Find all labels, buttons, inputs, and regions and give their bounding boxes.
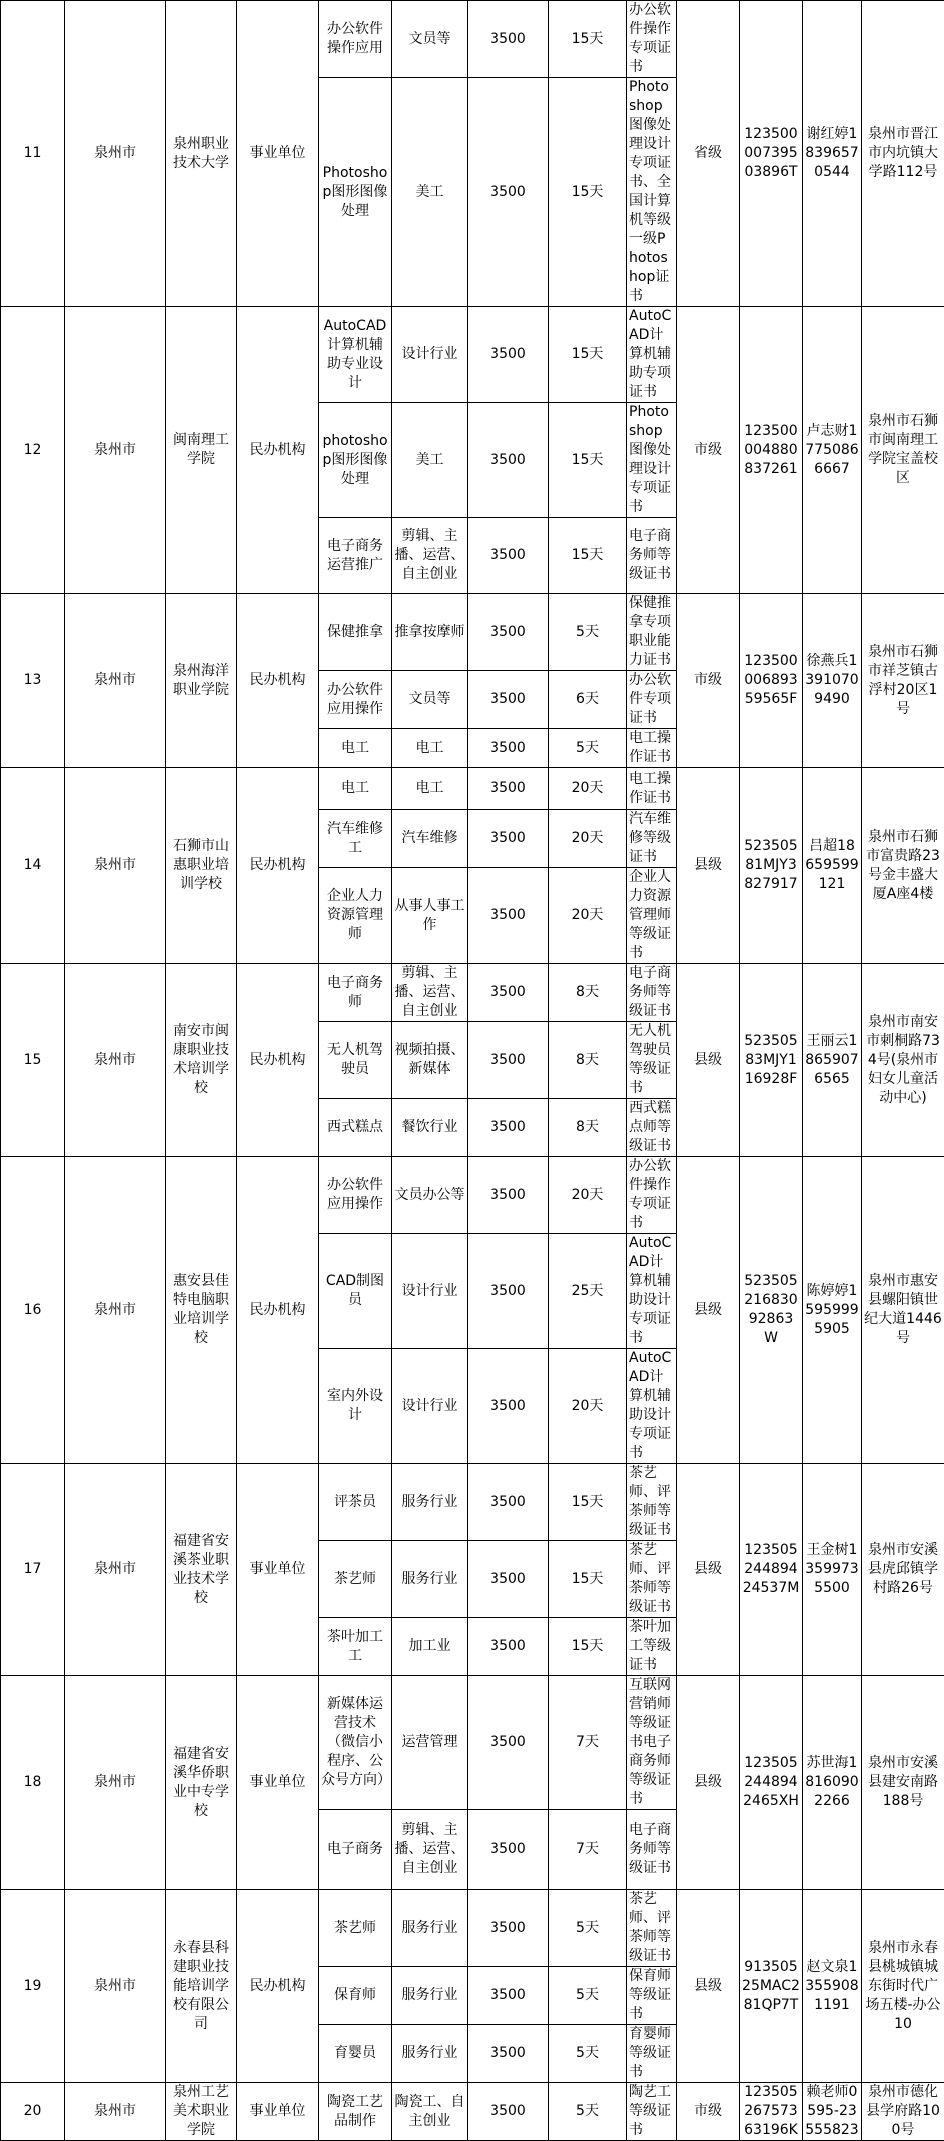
course-days-cell: 8天 — [549, 1022, 627, 1099]
course-days-cell: 20天 — [549, 868, 627, 964]
course-days-cell: 7天 — [549, 1810, 627, 1890]
course-cert-cell: 电子商务师等级证书 — [627, 1810, 677, 1890]
institution-address-cell: 泉州市安溪县虎邱镇学村路26号 — [862, 1464, 944, 1676]
institution-name-cell: 福建省安溪茶业职业技术学校 — [166, 1464, 237, 1676]
course-name-cell: 茶叶加工工 — [319, 1618, 392, 1676]
institution-no-cell: 15 — [1, 964, 65, 1157]
course-price-cell: 3500 — [468, 1022, 549, 1099]
table-row — [1, 307, 944, 403]
course-cert-cell: AutoCAD计算机辅助设计专项证书 — [627, 1349, 677, 1464]
course-days-cell: 5天 — [549, 1890, 627, 1967]
course-industry-cell: 陶瓷工、自主创业 — [392, 2083, 468, 2141]
course-cert-cell: AutoCAD计算机辅助设计专项证书 — [627, 1234, 677, 1349]
course-name-cell: 电子商务 — [319, 1810, 392, 1890]
course-price-cell: 3500 — [468, 768, 549, 810]
course-industry-cell: 电工 — [392, 729, 468, 768]
course-name-cell: 企业人力资源管理师 — [319, 868, 392, 964]
course-cert-cell: AutoCAD计算机辅助专项证书 — [627, 307, 677, 403]
course-name-cell: Photoshop图形图像处理 — [319, 78, 392, 307]
course-cert-cell: 茶叶加工等级证书 — [627, 1618, 677, 1676]
institution-type-cell: 民办机构 — [237, 768, 319, 964]
course-industry-cell: 文员等 — [392, 671, 468, 729]
course-industry-cell: 服务行业 — [392, 1967, 468, 2025]
course-price-cell: 3500 — [468, 594, 549, 671]
institution-code-cell: 12350000689359565F — [740, 594, 803, 768]
table-row — [1, 768, 944, 810]
course-industry-cell: 餐饮行业 — [392, 1099, 468, 1157]
course-price-cell: 3500 — [468, 1464, 549, 1541]
institution-city-cell: 泉州市 — [65, 768, 166, 964]
course-industry-cell: 美工 — [392, 78, 468, 307]
course-cert-cell: 保育师等级证书 — [627, 1967, 677, 2025]
course-cert-cell: 电子商务师等级证书 — [627, 964, 677, 1022]
course-days-cell: 5天 — [549, 594, 627, 671]
institution-code-cell: 12350524489424537M — [740, 1464, 803, 1676]
course-days-cell: 20天 — [549, 1349, 627, 1464]
course-name-cell: 办公软件应用操作 — [319, 671, 392, 729]
course-cert-cell: 电工操作证书 — [627, 768, 677, 810]
institution-address-cell: 泉州市石狮市祥芝镇古浮村20区1号 — [862, 594, 944, 768]
course-industry-cell: 视频拍摄、新媒体 — [392, 1022, 468, 1099]
institution-code-cell: 52350581MJY3827917 — [740, 768, 803, 964]
course-price-cell: 3500 — [468, 518, 549, 594]
course-industry-cell: 设计行业 — [392, 1234, 468, 1349]
institution-contact-cell: 陈婷婷15959995905 — [803, 1157, 862, 1464]
course-price-cell: 3500 — [468, 729, 549, 768]
course-industry-cell: 设计行业 — [392, 1349, 468, 1464]
course-industry-cell: 服务行业 — [392, 1541, 468, 1618]
course-days-cell: 15天 — [549, 1464, 627, 1541]
course-name-cell: 茶艺师 — [319, 1890, 392, 1967]
institution-no-cell: 14 — [1, 768, 65, 964]
course-cert-cell: 电工操作证书 — [627, 729, 677, 768]
course-industry-cell: 汽车维修 — [392, 810, 468, 868]
course-name-cell: 电工 — [319, 768, 392, 810]
course-price-cell: 3500 — [468, 671, 549, 729]
institution-type-cell: 民办机构 — [237, 1157, 319, 1464]
course-price-cell: 3500 — [468, 1, 549, 78]
institution-city-cell: 泉州市 — [65, 307, 166, 594]
course-cert-cell: 陶艺工等级证书 — [627, 2083, 677, 2141]
institution-contact-cell: 王金树13599735500 — [803, 1464, 862, 1676]
institution-address-cell: 泉州市石狮市富贵路23号金丰盛大厦A座4楼 — [862, 768, 944, 964]
course-name-cell: 办公软件应用操作 — [319, 1157, 392, 1234]
table-row — [1, 964, 944, 1022]
institution-address-cell: 泉州市永春县桃城镇城东街时代广场五楼-办公10 — [862, 1890, 944, 2083]
course-industry-cell: 从事人事工作 — [392, 868, 468, 964]
institution-type-cell: 民办机构 — [237, 964, 319, 1157]
course-industry-cell: 设计行业 — [392, 307, 468, 403]
course-name-cell: 新媒体运营技术（微信小程序、公众号方向） — [319, 1676, 392, 1810]
course-price-cell: 3500 — [468, 810, 549, 868]
table-row — [1, 1890, 944, 1967]
institution-city-cell: 泉州市 — [65, 1157, 166, 1464]
institution-code-cell: 52350583MJY116928F — [740, 964, 803, 1157]
course-price-cell: 3500 — [468, 1810, 549, 1890]
institution-contact-cell: 卢志财17750866667 — [803, 307, 862, 594]
table-body — [1, 1, 944, 2141]
institution-level-cell: 县级 — [677, 1676, 740, 1890]
course-name-cell: 电工 — [319, 729, 392, 768]
course-name-cell: 保健推拿 — [319, 594, 392, 671]
course-days-cell: 20天 — [549, 768, 627, 810]
course-industry-cell: 服务行业 — [392, 2025, 468, 2083]
course-name-cell: 办公软件操作应用 — [319, 1, 392, 78]
course-price-cell: 3500 — [468, 1157, 549, 1234]
course-price-cell: 3500 — [468, 2025, 549, 2083]
institution-name-cell: 泉州职业技术大学 — [166, 1, 237, 307]
course-industry-cell: 运营管理 — [392, 1676, 468, 1810]
institution-contact-cell: 吕超18659599121 — [803, 768, 862, 964]
institution-code-cell: 12350526757363196K — [740, 2083, 803, 2141]
course-industry-cell: 文员等 — [392, 1, 468, 78]
course-price-cell: 3500 — [468, 1099, 549, 1157]
course-industry-cell: 剪辑、主播、运营、自主创业 — [392, 1810, 468, 1890]
institution-address-cell: 泉州市南安市刺桐路734号(泉州市妇女儿童活动中心) — [862, 964, 944, 1157]
course-price-cell: 3500 — [468, 78, 549, 307]
institution-code-cell: 12350000739503896T — [740, 1, 803, 307]
institution-level-cell: 县级 — [677, 1464, 740, 1676]
institution-contact-cell: 苏世海18160902266 — [803, 1676, 862, 1890]
institution-level-cell: 县级 — [677, 1890, 740, 2083]
institution-type-cell: 民办机构 — [237, 1890, 319, 2083]
institution-contact-cell: 赵文泉13559081191 — [803, 1890, 862, 2083]
institution-type-cell: 民办机构 — [237, 594, 319, 768]
institution-city-cell: 泉州市 — [65, 1676, 166, 1890]
institution-level-cell: 市级 — [677, 2083, 740, 2141]
course-days-cell: 5天 — [549, 1967, 627, 2025]
course-days-cell: 20天 — [549, 810, 627, 868]
course-days-cell: 5天 — [549, 2083, 627, 2141]
course-industry-cell: 剪辑、主播、运营、自主创业 — [392, 518, 468, 594]
institution-name-cell: 福建省安溪华侨职业中专学校 — [166, 1676, 237, 1890]
course-industry-cell: 推拿按摩师 — [392, 594, 468, 671]
institution-type-cell: 事业单位 — [237, 1676, 319, 1890]
course-days-cell: 15天 — [549, 1618, 627, 1676]
institution-address-cell: 泉州市德化县学府路100号 — [862, 2083, 944, 2141]
course-price-cell: 3500 — [468, 1541, 549, 1618]
course-name-cell: 育婴员 — [319, 2025, 392, 2083]
course-days-cell: 8天 — [549, 1099, 627, 1157]
course-price-cell: 3500 — [468, 868, 549, 964]
institution-contact-cell: 赖老师0595-23555823 — [803, 2083, 862, 2141]
table-row — [1, 1464, 944, 1541]
course-cert-cell: 育婴师等级证书 — [627, 2025, 677, 2083]
institution-level-cell: 市级 — [677, 594, 740, 768]
institution-name-cell: 泉州海洋职业学院 — [166, 594, 237, 768]
course-price-cell: 3500 — [468, 964, 549, 1022]
course-cert-cell: 办公软件操作专项证书 — [627, 1, 677, 78]
institution-address-cell: 泉州市惠安县螺阳镇世纪大道1446号 — [862, 1157, 944, 1464]
course-price-cell: 3500 — [468, 307, 549, 403]
course-price-cell: 3500 — [468, 1967, 549, 2025]
course-days-cell: 20天 — [549, 1157, 627, 1234]
course-industry-cell: 美工 — [392, 403, 468, 518]
course-cert-cell: 茶艺师、评茶师等级证书 — [627, 1464, 677, 1541]
institution-level-cell: 县级 — [677, 768, 740, 964]
institution-contact-cell: 徐燕兵13910709490 — [803, 594, 862, 768]
institution-address-cell: 泉州市石狮市闽南理工学院宝盖校区 — [862, 307, 944, 594]
course-cert-cell: 保健推拿专项职业能力证书 — [627, 594, 677, 671]
institution-city-cell: 泉州市 — [65, 1, 166, 307]
course-name-cell: AutoCAD计算机辅助专业设计 — [319, 307, 392, 403]
course-cert-cell: Photoshop图像处理设计专项证书 — [627, 403, 677, 518]
course-days-cell: 5天 — [549, 729, 627, 768]
course-price-cell: 3500 — [468, 2083, 549, 2141]
course-days-cell: 25天 — [549, 1234, 627, 1349]
table-row — [1, 2083, 944, 2141]
institution-contact-cell: 王丽云18659076565 — [803, 964, 862, 1157]
course-days-cell: 5天 — [549, 2025, 627, 2083]
institution-type-cell: 事业单位 — [237, 1, 319, 307]
institution-address-cell: 泉州市晋江市内坑镇大学路112号 — [862, 1, 944, 307]
institution-level-cell: 省级 — [677, 1, 740, 307]
course-days-cell: 15天 — [549, 1, 627, 78]
institution-name-cell: 南安市闽康职业技术培训学校 — [166, 964, 237, 1157]
institution-contact-cell: 谢红婷18396570544 — [803, 1, 862, 307]
course-days-cell: 8天 — [549, 964, 627, 1022]
course-days-cell: 6天 — [549, 671, 627, 729]
institution-level-cell: 县级 — [677, 1157, 740, 1464]
course-name-cell: 汽车维修工 — [319, 810, 392, 868]
institution-code-cell: 52350521683092863W — [740, 1157, 803, 1464]
table-row — [1, 1157, 944, 1234]
course-cert-cell: 互联网营销师等级证书电子商务师等级证书 — [627, 1676, 677, 1810]
course-industry-cell: 加工业 — [392, 1618, 468, 1676]
course-price-cell: 3500 — [468, 1618, 549, 1676]
institution-name-cell: 闽南理工学院 — [166, 307, 237, 594]
institution-no-cell: 19 — [1, 1890, 65, 2083]
course-name-cell: 电子商务师 — [319, 964, 392, 1022]
institution-city-cell: 泉州市 — [65, 594, 166, 768]
course-name-cell: 茶艺师 — [319, 1541, 392, 1618]
institution-no-cell: 11 — [1, 1, 65, 307]
institution-level-cell: 县级 — [677, 964, 740, 1157]
course-cert-cell: 茶艺师、评茶师等级证书 — [627, 1541, 677, 1618]
institution-city-cell: 泉州市 — [65, 964, 166, 1157]
course-industry-cell: 剪辑、主播、运营、自主创业 — [392, 964, 468, 1022]
institution-type-cell: 事业单位 — [237, 1464, 319, 1676]
course-price-cell: 3500 — [468, 1676, 549, 1810]
institution-code-cell: 1235052448942465XH — [740, 1676, 803, 1890]
institution-city-cell: 泉州市 — [65, 2083, 166, 2141]
institution-name-cell: 惠安县佳特电脑职业培训学校 — [166, 1157, 237, 1464]
institution-type-cell: 事业单位 — [237, 2083, 319, 2141]
institution-no-cell: 16 — [1, 1157, 65, 1464]
course-price-cell: 3500 — [468, 1234, 549, 1349]
course-days-cell: 15天 — [549, 78, 627, 307]
course-cert-cell: 西式糕点师等级证书 — [627, 1099, 677, 1157]
course-cert-cell: 茶艺师、评茶师等级证书 — [627, 1890, 677, 1967]
institution-name-cell: 泉州工艺美术职业学院 — [166, 2083, 237, 2141]
institution-city-cell: 泉州市 — [65, 1464, 166, 1676]
institution-level-cell: 市级 — [677, 307, 740, 594]
course-name-cell: 室内外设计 — [319, 1349, 392, 1464]
course-industry-cell: 服务行业 — [392, 1464, 468, 1541]
course-name-cell: CAD制图员 — [319, 1234, 392, 1349]
course-days-cell: 15天 — [549, 1541, 627, 1618]
course-price-cell: 3500 — [468, 1349, 549, 1464]
institution-no-cell: 20 — [1, 2083, 65, 2141]
course-cert-cell: 无人机驾驶员等级证书 — [627, 1022, 677, 1099]
table-row — [1, 1, 944, 78]
course-industry-cell: 服务行业 — [392, 1890, 468, 1967]
course-name-cell: 西式糕点 — [319, 1099, 392, 1157]
table-row — [1, 594, 944, 671]
course-name-cell: 保育师 — [319, 1967, 392, 2025]
course-name-cell: 评茶员 — [319, 1464, 392, 1541]
institution-no-cell: 12 — [1, 307, 65, 594]
course-cert-cell: 汽车维修等级证书 — [627, 810, 677, 868]
course-cert-cell: 企业人力资源管理师等级证书 — [627, 868, 677, 964]
course-price-cell: 3500 — [468, 403, 549, 518]
institution-name-cell: 永春县科建职业技能培训学校有限公司 — [166, 1890, 237, 2083]
course-price-cell: 3500 — [468, 1890, 549, 1967]
course-name-cell: 电子商务运营推广 — [319, 518, 392, 594]
course-cert-cell: 办公软件专项证书 — [627, 671, 677, 729]
institution-code-cell: 123500004880837261 — [740, 307, 803, 594]
course-cert-cell: 办公软件操作专项证书 — [627, 1157, 677, 1234]
course-name-cell: 陶瓷工艺品制作 — [319, 2083, 392, 2141]
course-cert-cell: 电子商务师等级证书 — [627, 518, 677, 594]
institution-city-cell: 泉州市 — [65, 1890, 166, 2083]
institution-type-cell: 民办机构 — [237, 307, 319, 594]
course-industry-cell: 电工 — [392, 768, 468, 810]
institution-no-cell: 18 — [1, 1676, 65, 1890]
course-cert-cell: Photoshop图像处理设计专项证书、全国计算机等级一级Photoshop证书 — [627, 78, 677, 307]
table-row — [1, 1676, 944, 1810]
institution-name-cell: 石狮市山惠职业培训学校 — [166, 768, 237, 964]
institution-no-cell: 17 — [1, 1464, 65, 1676]
course-days-cell: 15天 — [549, 518, 627, 594]
course-name-cell: photoshop图形图像处理 — [319, 403, 392, 518]
course-industry-cell: 文员办公等 — [392, 1157, 468, 1234]
course-days-cell: 7天 — [549, 1676, 627, 1810]
course-days-cell: 15天 — [549, 403, 627, 518]
course-name-cell: 无人机驾驶员 — [319, 1022, 392, 1099]
institution-code-cell: 91350525MAC281QP7T — [740, 1890, 803, 2083]
institution-no-cell: 13 — [1, 594, 65, 768]
institution-address-cell: 泉州市安溪县建安南路188号 — [862, 1676, 944, 1890]
course-days-cell: 15天 — [549, 307, 627, 403]
